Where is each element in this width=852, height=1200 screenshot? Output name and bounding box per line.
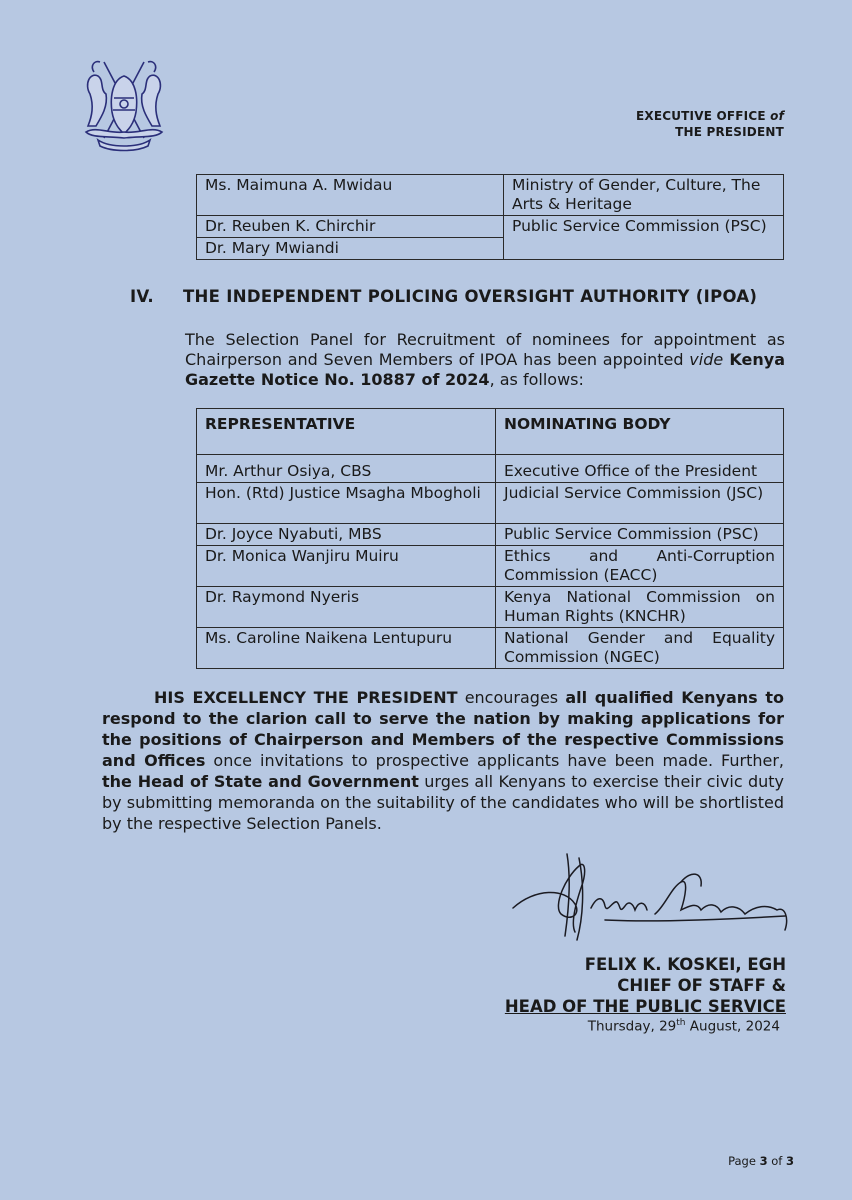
- nominating-body-cell: Judicial Service Commission (JSC): [496, 483, 784, 524]
- body-line: Commission (NGEC): [504, 648, 660, 666]
- table-row: [197, 175, 784, 216]
- body-line: Commission (EACC): [504, 566, 658, 584]
- table-row: [197, 628, 784, 669]
- table-row: [197, 483, 784, 524]
- office-line1: EXECUTIVE OFFICE: [635, 109, 771, 123]
- representative-cell: Dr. Monica Wanjiru Muiru: [197, 546, 496, 587]
- closing-text: encourages: [457, 688, 566, 707]
- body-line: Human Rights (KNCHR): [504, 607, 686, 625]
- body-line: Kenya National Commission on: [504, 588, 775, 606]
- page-number: [728, 1154, 794, 1168]
- col-nominating-body: NOMINATING BODY: [496, 409, 784, 455]
- page-current: 3: [759, 1154, 768, 1168]
- office-header: [636, 108, 784, 140]
- table-header-row: [197, 409, 784, 455]
- closing-paragraph: [102, 687, 784, 834]
- section-intro: [185, 330, 785, 390]
- nominating-body-cell: [496, 587, 784, 628]
- section-number: IV.: [130, 287, 154, 306]
- table-row: [197, 455, 784, 483]
- nominating-body-cell: [496, 628, 784, 669]
- table-row: [197, 546, 784, 587]
- closing-text: urges all Kenyans to exercise their civic duty by submitting memoranda on the suitability of the candidates who will be shortlisted by the respective Selection Panels.: [102, 772, 785, 833]
- representative-cell: Dr. Mary Mwiandi: [197, 238, 504, 260]
- representative-cell: Hon. (Rtd) Justice Msagha Mbogholi: [197, 483, 496, 524]
- date-text: Thursday, 29: [587, 1018, 677, 1035]
- signature-icon: [505, 848, 795, 958]
- table-row: [197, 587, 784, 628]
- signatory-title: CHIEF OF STAFF &: [617, 976, 786, 995]
- page-label: Page: [728, 1154, 760, 1168]
- ipoa-panel-table: [196, 408, 784, 669]
- body-line: National Gender and Equality: [504, 629, 775, 647]
- representative-cell: Mr. Arthur Osiya, CBS: [197, 455, 496, 483]
- signatory-block: [505, 954, 786, 1017]
- page-of: of: [767, 1154, 786, 1168]
- nominating-body-cell: Ministry of Gender, Culture, The Arts & Heritage: [504, 175, 784, 216]
- nominating-body-cell: [496, 546, 784, 587]
- representative-cell: Dr. Reuben K. Chirchir: [197, 216, 504, 238]
- table-row: [197, 524, 784, 546]
- table-row: [197, 216, 784, 238]
- intro-end: , as follows:: [489, 370, 584, 389]
- signature-date: [588, 1018, 780, 1035]
- signatory-title: HEAD OF THE PUBLIC SERVICE: [504, 997, 786, 1016]
- closing-bold: HIS EXCELLENCY THE PRESIDENT: [154, 688, 458, 707]
- representative-cell: Dr. Raymond Nyeris: [197, 587, 496, 628]
- coat-of-arms-icon: [76, 54, 172, 156]
- representative-cell: Dr. Joyce Nyabuti, MBS: [197, 524, 496, 546]
- continued-panel-table: [196, 174, 784, 260]
- gazette-reference: Kenya Gazette Notice No. 10887 of 2024: [185, 350, 785, 389]
- intro-vide: vide: [689, 350, 724, 369]
- nominating-body-cell: Public Service Commission (PSC): [496, 524, 784, 546]
- closing-text: once invitations to prospective applicants have been made. Further,: [205, 751, 785, 770]
- nominating-body-cell: Public Service Commission (PSC): [504, 216, 784, 260]
- closing-bold: all qualified Kenyans to respond to the clarion call to serve the nation by making applications for the positions of Chairperson and Members of the respective Commissions and Offices: [102, 688, 785, 770]
- col-representative: REPRESENTATIVE: [197, 409, 496, 455]
- date-text: August, 2024: [685, 1018, 780, 1035]
- representative-cell: Ms. Maimuna A. Mwidau: [197, 175, 504, 216]
- section-title: THE INDEPENDENT POLICING OVERSIGHT AUTHORITY (IPOA): [183, 287, 758, 306]
- intro-text: The Selection Panel for Recruitment of nominees for appointment as Chairperson and Seven Members of IPOA has been appointed: [185, 330, 785, 369]
- closing-bold: the Head of State and Government: [102, 772, 419, 791]
- office-line2: THE PRESIDENT: [675, 125, 784, 139]
- date-suffix: th: [676, 1018, 686, 1028]
- nominating-body-cell: Executive Office of the President: [496, 455, 784, 483]
- page-total: 3: [785, 1154, 794, 1168]
- representative-cell: Ms. Caroline Naikena Lentupuru: [197, 628, 496, 669]
- office-of: of: [770, 109, 784, 123]
- section-heading: [130, 287, 757, 306]
- body-line: Ethics and Anti-Corruption: [504, 547, 775, 565]
- signatory-name: FELIX K. KOSKEI, EGH: [584, 955, 786, 974]
